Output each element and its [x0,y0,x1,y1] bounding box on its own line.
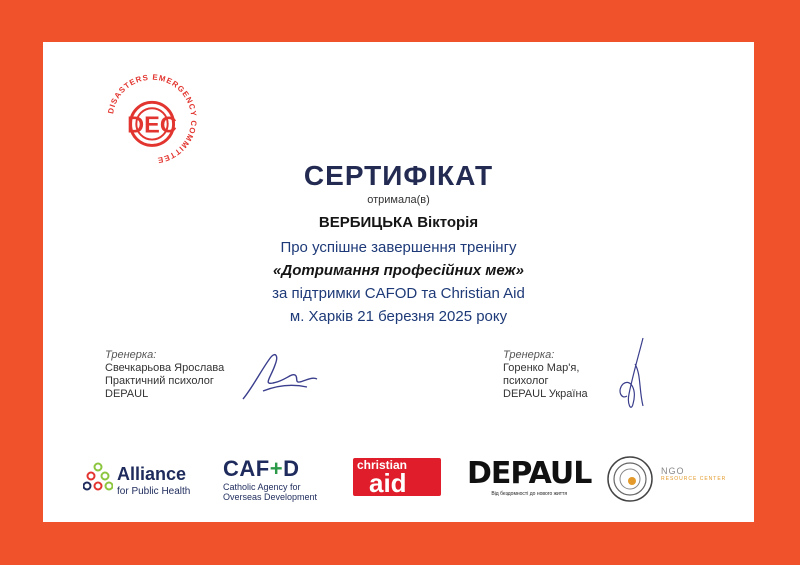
dec-logo [103,70,201,168]
support-text: за підтримки CAFOD та Christian Aid [272,285,525,302]
cafod-sub-2: Overseas Development [223,492,318,502]
alliance-icon [83,462,113,494]
christian-aid-logo [353,458,441,496]
cafod-logo [223,456,317,502]
received-label: отримала(в) [367,194,430,206]
trainer-name: Свечкарьова Ярослава [105,362,225,374]
completion-text: Про успішне завершення тренінгу [280,239,517,256]
certificate-title: СЕРТИФІКАТ [303,160,494,191]
trainer-position: Практичний психолог [105,375,214,387]
alliance-name: Alliance [117,464,187,484]
trainer-name: Горенко Мар'я, [503,362,580,374]
trainer-role: Тренерка: [503,349,555,361]
trainer-org: DEPAUL Україна [503,388,588,400]
alliance-logo [83,462,191,499]
depaul-logo [467,456,591,497]
trainer-role: Тренерка: [105,349,157,361]
trainer-position: психолог [503,375,549,387]
christian-aid-t1: christian [357,458,408,472]
depaul-name: DEPAUL [467,456,592,491]
ngo-logo [605,454,727,509]
certificate-sheet [43,42,754,522]
ngo-sub: RESOURCE CENTER [661,476,727,482]
ngo-icon [605,454,655,504]
alliance-sub: for Public Health [117,486,191,497]
christian-aid-t2: aid [369,468,407,498]
course-title: «Дотримання професійних меж» [273,262,524,279]
partner-logos [43,452,754,507]
dec-ring-text: DISASTERS EMERGENCY COMMITTEE [106,72,199,165]
trainer-org: DEPAUL [105,388,149,400]
trainer-right [503,349,588,401]
cafod-sub-1: Catholic Agency for [223,482,301,492]
ngo-name: NGO [661,466,685,476]
place-date: м. Харків 21 березня 2025 року [289,308,508,325]
dec-mark: DEC [127,111,177,138]
depaul-sub: Від бездомності до нового життя [491,491,568,497]
signature-right [603,334,663,419]
signature-left [233,347,323,407]
cafod-name: CAF+D [223,456,300,481]
recipient-name: ВЕРБИЦЬКА Вікторія [318,214,479,231]
trainer-left [105,349,224,401]
